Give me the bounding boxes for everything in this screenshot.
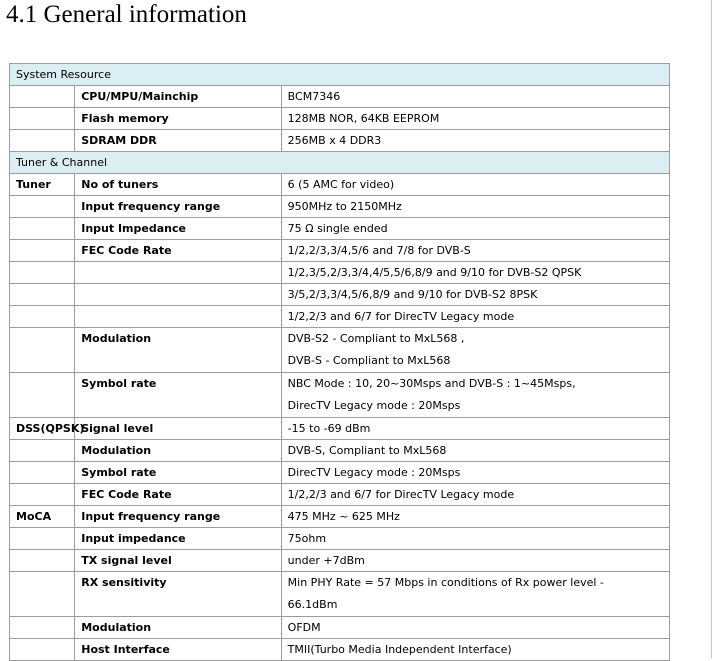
- category-cell: [10, 440, 75, 462]
- spec-label: Modulation: [75, 440, 281, 462]
- category-cell-tuner: Tuner: [10, 174, 75, 196]
- page-edge-rule: [711, 0, 712, 658]
- category-cell: [10, 240, 75, 262]
- category-cell: [10, 328, 75, 373]
- spec-value: 75ohm: [281, 528, 669, 550]
- spec-label: Signal level: [75, 418, 281, 440]
- spec-value: TMII(Turbo Media Independent Interface): [281, 639, 669, 661]
- spec-value: -15 to -69 dBm: [281, 418, 669, 440]
- category-cell: [10, 572, 75, 617]
- page-heading: 4.1 General information: [6, 1, 247, 28]
- spec-value: 1/2,2/3,3/4,5/6 and 7/8 for DVB-S: [281, 240, 669, 262]
- spec-value: [281, 373, 669, 418]
- table-row: [10, 484, 670, 506]
- table-row: [10, 373, 670, 418]
- spec-label: Modulation: [75, 328, 281, 373]
- spec-value: 3/5,2/3,3/4,5/6,8/9 and 9/10 for DVB-S2 8PSK: [281, 284, 669, 306]
- category-cell: [10, 550, 75, 572]
- table-row: [10, 572, 670, 617]
- table-row: [10, 174, 670, 196]
- spec-value-line: DVB-S - Compliant to MxL568: [287, 354, 451, 367]
- spec-label: Modulation: [75, 617, 281, 639]
- spec-value-line: DVB-S2 - Compliant to MxL568 ,: [287, 332, 465, 345]
- table-row: [10, 196, 670, 218]
- table-row: [10, 284, 670, 306]
- spec-label: TX signal level: [75, 550, 281, 572]
- category-cell: [10, 639, 75, 661]
- category-cell: [10, 306, 75, 328]
- spec-label: FEC Code Rate: [75, 484, 281, 506]
- category-cell: [10, 484, 75, 506]
- spec-value: DirecTV Legacy mode : 20Msps: [281, 462, 669, 484]
- table-row: [10, 108, 670, 130]
- spec-label: Flash memory: [75, 108, 281, 130]
- spec-label: SDRAM DDR: [75, 130, 281, 152]
- table-row: [10, 440, 670, 462]
- category-cell: [10, 108, 75, 130]
- spec-value: 75 Ω single ended: [281, 218, 669, 240]
- category-cell: [10, 218, 75, 240]
- category-cell: [10, 462, 75, 484]
- table-row: [10, 550, 670, 572]
- spec-label: FEC Code Rate: [75, 240, 281, 262]
- spec-table: [9, 63, 670, 661]
- section-title: Tuner & Channel: [10, 152, 670, 174]
- category-cell-dss: DSS(QPSK): [10, 418, 75, 440]
- spec-value: OFDM: [281, 617, 669, 639]
- section-row-tuner-channel: [10, 152, 670, 174]
- spec-label: CPU/MPU/Mainchip: [75, 86, 281, 108]
- category-cell-moca: MoCA: [10, 506, 75, 528]
- spec-value: 256MB x 4 DDR3: [281, 130, 669, 152]
- category-cell: [10, 373, 75, 418]
- table-row: [10, 639, 670, 661]
- spec-value: DVB-S, Compliant to MxL568: [281, 440, 669, 462]
- table-row: [10, 218, 670, 240]
- category-cell: [10, 196, 75, 218]
- spec-value: 475 MHz ~ 625 MHz: [281, 506, 669, 528]
- spec-value-line: NBC Mode : 10, 20~30Msps and DVB-S : 1~45Msps,: [287, 377, 576, 390]
- table-row: [10, 240, 670, 262]
- spec-value: [281, 328, 669, 373]
- table-row: [10, 506, 670, 528]
- spec-label: Host Interface: [75, 639, 281, 661]
- spec-label: RX sensitivity: [75, 572, 281, 617]
- table-row: [10, 306, 670, 328]
- section-title: System Resource: [10, 64, 670, 86]
- category-cell: [10, 262, 75, 284]
- section-row-system-resource: [10, 64, 670, 86]
- table-row: [10, 462, 670, 484]
- spec-value: [281, 572, 669, 617]
- spec-value: 1/2,2/3 and 6/7 for DirecTV Legacy mode: [281, 484, 669, 506]
- spec-value-line: 66.1dBm: [287, 598, 338, 611]
- spec-label: Input frequency range: [75, 506, 281, 528]
- table-row: [10, 418, 670, 440]
- table-row: [10, 528, 670, 550]
- category-cell: [10, 284, 75, 306]
- spec-value-line: Min PHY Rate = 57 Mbps in conditions of Rx power level -: [287, 576, 604, 589]
- spec-label-empty: [75, 284, 281, 306]
- category-cell: [10, 617, 75, 639]
- category-cell: [10, 528, 75, 550]
- spec-label: Input impedance: [75, 528, 281, 550]
- spec-label: Symbol rate: [75, 462, 281, 484]
- spec-value: 950MHz to 2150MHz: [281, 196, 669, 218]
- spec-label: Input frequency range: [75, 196, 281, 218]
- table-row: [10, 130, 670, 152]
- table-row: [10, 86, 670, 108]
- spec-value: 1/2,2/3 and 6/7 for DirecTV Legacy mode: [281, 306, 669, 328]
- spec-value: 128MB NOR, 64KB EEPROM: [281, 108, 669, 130]
- spec-value-line: DirecTV Legacy mode : 20Msps: [287, 399, 461, 412]
- spec-label: Symbol rate: [75, 373, 281, 418]
- table-row: [10, 262, 670, 284]
- category-cell: [10, 86, 75, 108]
- category-cell: [10, 130, 75, 152]
- spec-label: Input Impedance: [75, 218, 281, 240]
- spec-value: under +7dBm: [281, 550, 669, 572]
- table-row: [10, 617, 670, 639]
- spec-value: BCM7346: [281, 86, 669, 108]
- table-row: [10, 328, 670, 373]
- spec-label: No of tuners: [75, 174, 281, 196]
- spec-value: 6 (5 AMC for video): [281, 174, 669, 196]
- spec-label-empty: [75, 262, 281, 284]
- spec-label-empty: [75, 306, 281, 328]
- spec-value: 1/2,3/5,2/3,3/4,4/5,5/6,8/9 and 9/10 for DVB-S2 QPSK: [281, 262, 669, 284]
